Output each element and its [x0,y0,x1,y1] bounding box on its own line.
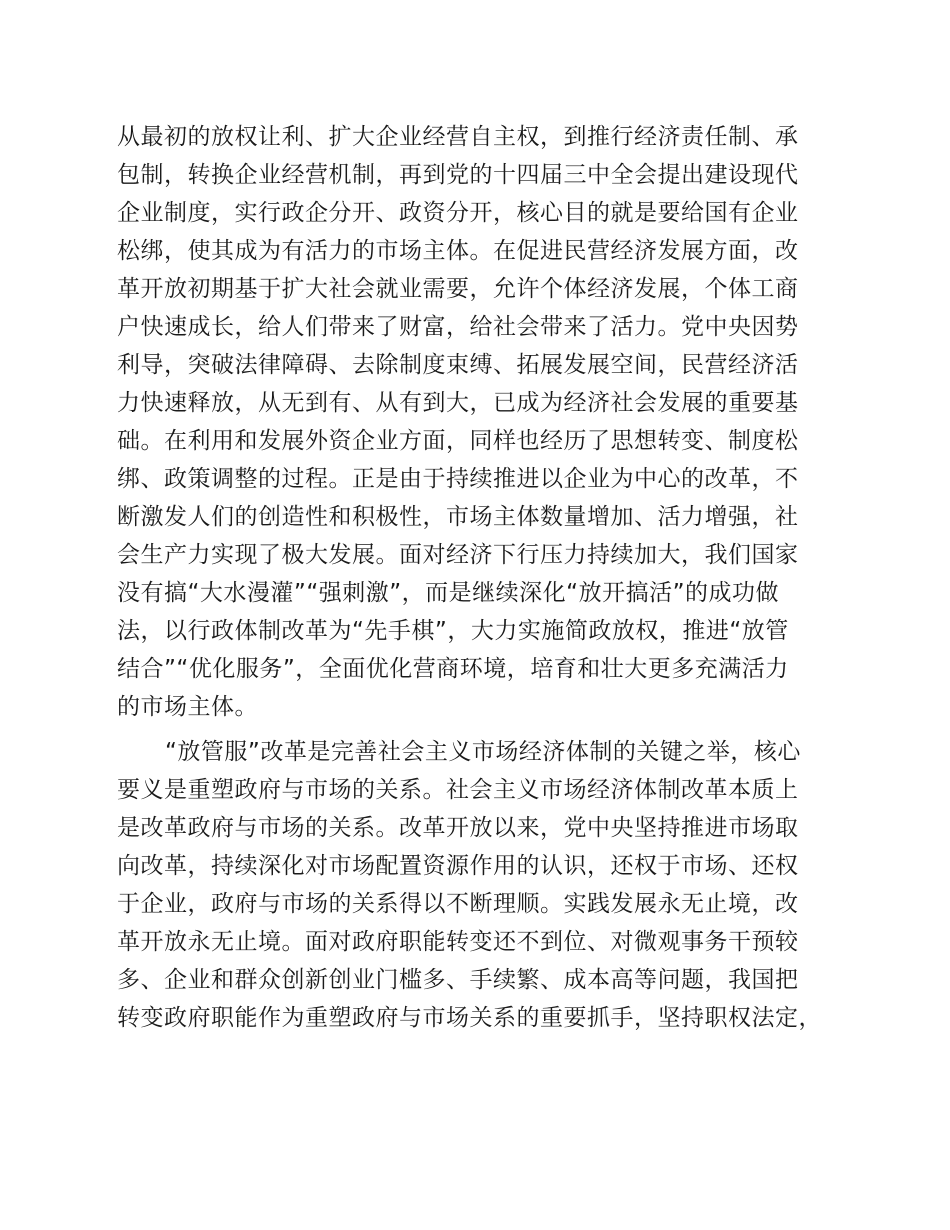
paragraph-2 [117,733,847,1037]
text-line: 革开放永无止境。面对政府职能转变还不到位、对微观事务干预较 [117,929,799,955]
text-line: 断激发人们的创造性和积极性，市场主体数量增加、活力增强，社 [117,504,799,530]
text-line: 向改革，持续深化对市场配置资源作用的认识，还权于市场、还权 [117,853,799,879]
paragraph-1 [117,118,847,726]
text-line: 会生产力实现了极大发展。面对经济下行压力持续加大，我们国家 [117,542,799,568]
text-line: 绑、政策调整的过程。正是由于持续推进以企业为中心的改革，不 [117,466,799,492]
text-line: 没有搞“大水漫灌”“强刺激”，而是继续深化“放开搞活”的成功做 [117,580,779,606]
document-body [117,118,847,1037]
text-line: 是改革政府与市场的关系。改革开放以来，党中央坚持推进市场取 [117,815,799,841]
text-line: 从最初的放权让利、扩大企业经营自主权，到推行经济责任制、承 [117,124,799,150]
text-line: 包制，转换企业经营机制，再到党的十四届三中全会提出建设现代 [117,162,799,188]
text-line: 革开放初期基于扩大社会就业需要，允许个体经济发展，个体工商 [117,276,799,302]
text-line: 的市场主体。 [117,694,258,720]
text-line: 户快速成长，给人们带来了财富，给社会带来了活力。党中央因势 [117,314,799,340]
text-line-indented: “放管服”改革是完善社会主义市场经济体制的关键之举，核心 [165,739,801,765]
text-line: 利导，突破法律障碍、去除制度束缚、拓展发展空间，民营经济活 [117,352,799,378]
text-line: 企业制度，实行政企分开、政资分开，核心目的就是要给国有企业 [117,200,799,226]
text-line: 结合”“优化服务”，全面优化营商环境，培育和壮大更多充满活力 [117,656,789,682]
text-line: 于企业，政府与市场的关系得以不断理顺。实践发展永无止境，改 [117,891,799,917]
text-line: 础。在利用和发展外资企业方面，同样也经历了思想转变、制度松 [117,428,799,454]
text-line: 法，以行政体制改革为“先手棋”，大力实施简政放权，推进“放管 [117,618,789,644]
paragraph-spacer [117,726,847,733]
text-line: 松绑，使其成为有活力的市场主体。在促进民营经济发展方面，改 [117,238,799,264]
text-line: 力快速释放，从无到有、从有到大，已成为经济社会发展的重要基 [117,390,799,416]
text-line: 转变政府职能作为重塑政府与市场关系的重要抓手，坚持职权法定， [117,1005,822,1031]
text-line: 多、企业和群众创新创业门槛多、手续繁、成本高等问题，我国把 [117,967,799,993]
text-line: 要义是重塑政府与市场的关系。社会主义市场经济体制改革本质上 [117,777,799,803]
